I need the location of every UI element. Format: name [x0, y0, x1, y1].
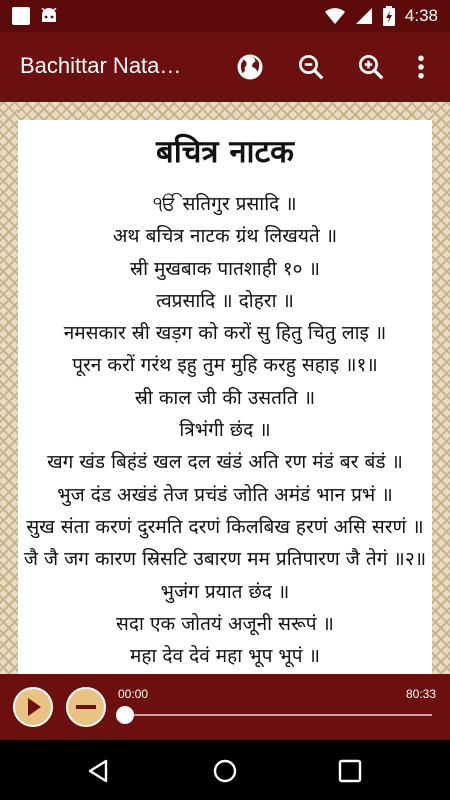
- decorative-border-top: [0, 102, 450, 120]
- zoom-in-icon[interactable]: [356, 52, 386, 82]
- verse-line: नमसकार स्री खड़ग को करों सु हितु चितु लाइ ॥: [63, 322, 387, 345]
- verse-line: अथ बचित्र नाटक ग्रंथ लिखयते ॥: [112, 225, 338, 248]
- verse-line: स्री काल जी की उसतति ॥: [134, 386, 316, 409]
- app-bar: [0, 32, 450, 102]
- verse-list: [20, 188, 430, 674]
- android-icon: [40, 8, 58, 24]
- signal-icon: [355, 7, 373, 25]
- verse-line: भुज दंड अखंडं तेज प्रचंडं जोति अमंडं भान प्रभं ॥: [57, 483, 393, 506]
- current-time: 00:00: [118, 687, 149, 701]
- decorative-border-right: [432, 102, 450, 674]
- back-icon[interactable]: [86, 758, 112, 784]
- battery-charging-icon: [383, 6, 395, 26]
- verse-line: स्री मुखबाक पातशाही १० ॥: [130, 257, 320, 280]
- navigation-bar: [0, 740, 450, 800]
- home-icon[interactable]: [212, 758, 238, 784]
- verse-line: खग खंड बिहंडं खल दल खंडं अति रण मंडं बर बंडं ॥: [47, 451, 403, 474]
- verse-line: त्रिभंगी छंद ॥: [179, 419, 271, 442]
- zoom-out-icon[interactable]: [296, 52, 326, 82]
- scripture-title: बचित्र नाटक: [156, 134, 294, 170]
- wifi-icon: [325, 7, 345, 25]
- verse-line: जै जै जग कारण स्रिसटि उबारण मम प्रतिपारण जै तेगं ॥२॥: [23, 548, 427, 571]
- verse-line: महा देव देवं महा भूप भूपं ॥: [130, 645, 320, 668]
- globe-icon[interactable]: [235, 52, 265, 82]
- stop-icon: [68, 689, 104, 725]
- page-title: Bachittar Nata…: [20, 53, 182, 78]
- verse-line: ੴ सतिगुर प्रसादि ॥: [153, 193, 297, 215]
- audio-player: [0, 674, 450, 740]
- decorative-border-left: [0, 102, 18, 674]
- more-vert-icon[interactable]: [406, 52, 436, 82]
- text-viewer[interactable]: [0, 102, 450, 674]
- seek-bar-track[interactable]: [124, 714, 432, 716]
- play-icon: [15, 689, 51, 725]
- status-time: 4:38: [404, 6, 438, 25]
- play-button[interactable]: [13, 687, 53, 727]
- stop-button[interactable]: [66, 687, 106, 727]
- verse-line: सुख संता करणं दुरमति दरणं किलबिख हरणं असि सरणं ॥: [26, 515, 424, 538]
- seek-bar-thumb[interactable]: [116, 706, 134, 724]
- verse-line: पूरन करों गरंथ इहु तुम मुहि करहु सहाइ ॥१॥: [72, 354, 378, 377]
- notification-square-icon: [12, 7, 30, 25]
- verse-line: भुजंग प्रयात छंद ॥: [160, 580, 290, 603]
- status-bar: [0, 0, 450, 32]
- total-time: 80:33: [405, 687, 436, 701]
- verse-line: सदा एक जोतयं अजूनी सरूपं ॥: [116, 612, 334, 635]
- recents-icon[interactable]: [337, 758, 363, 784]
- verse-line: त्वप्रसादि ॥ दोहरा ॥: [156, 289, 294, 312]
